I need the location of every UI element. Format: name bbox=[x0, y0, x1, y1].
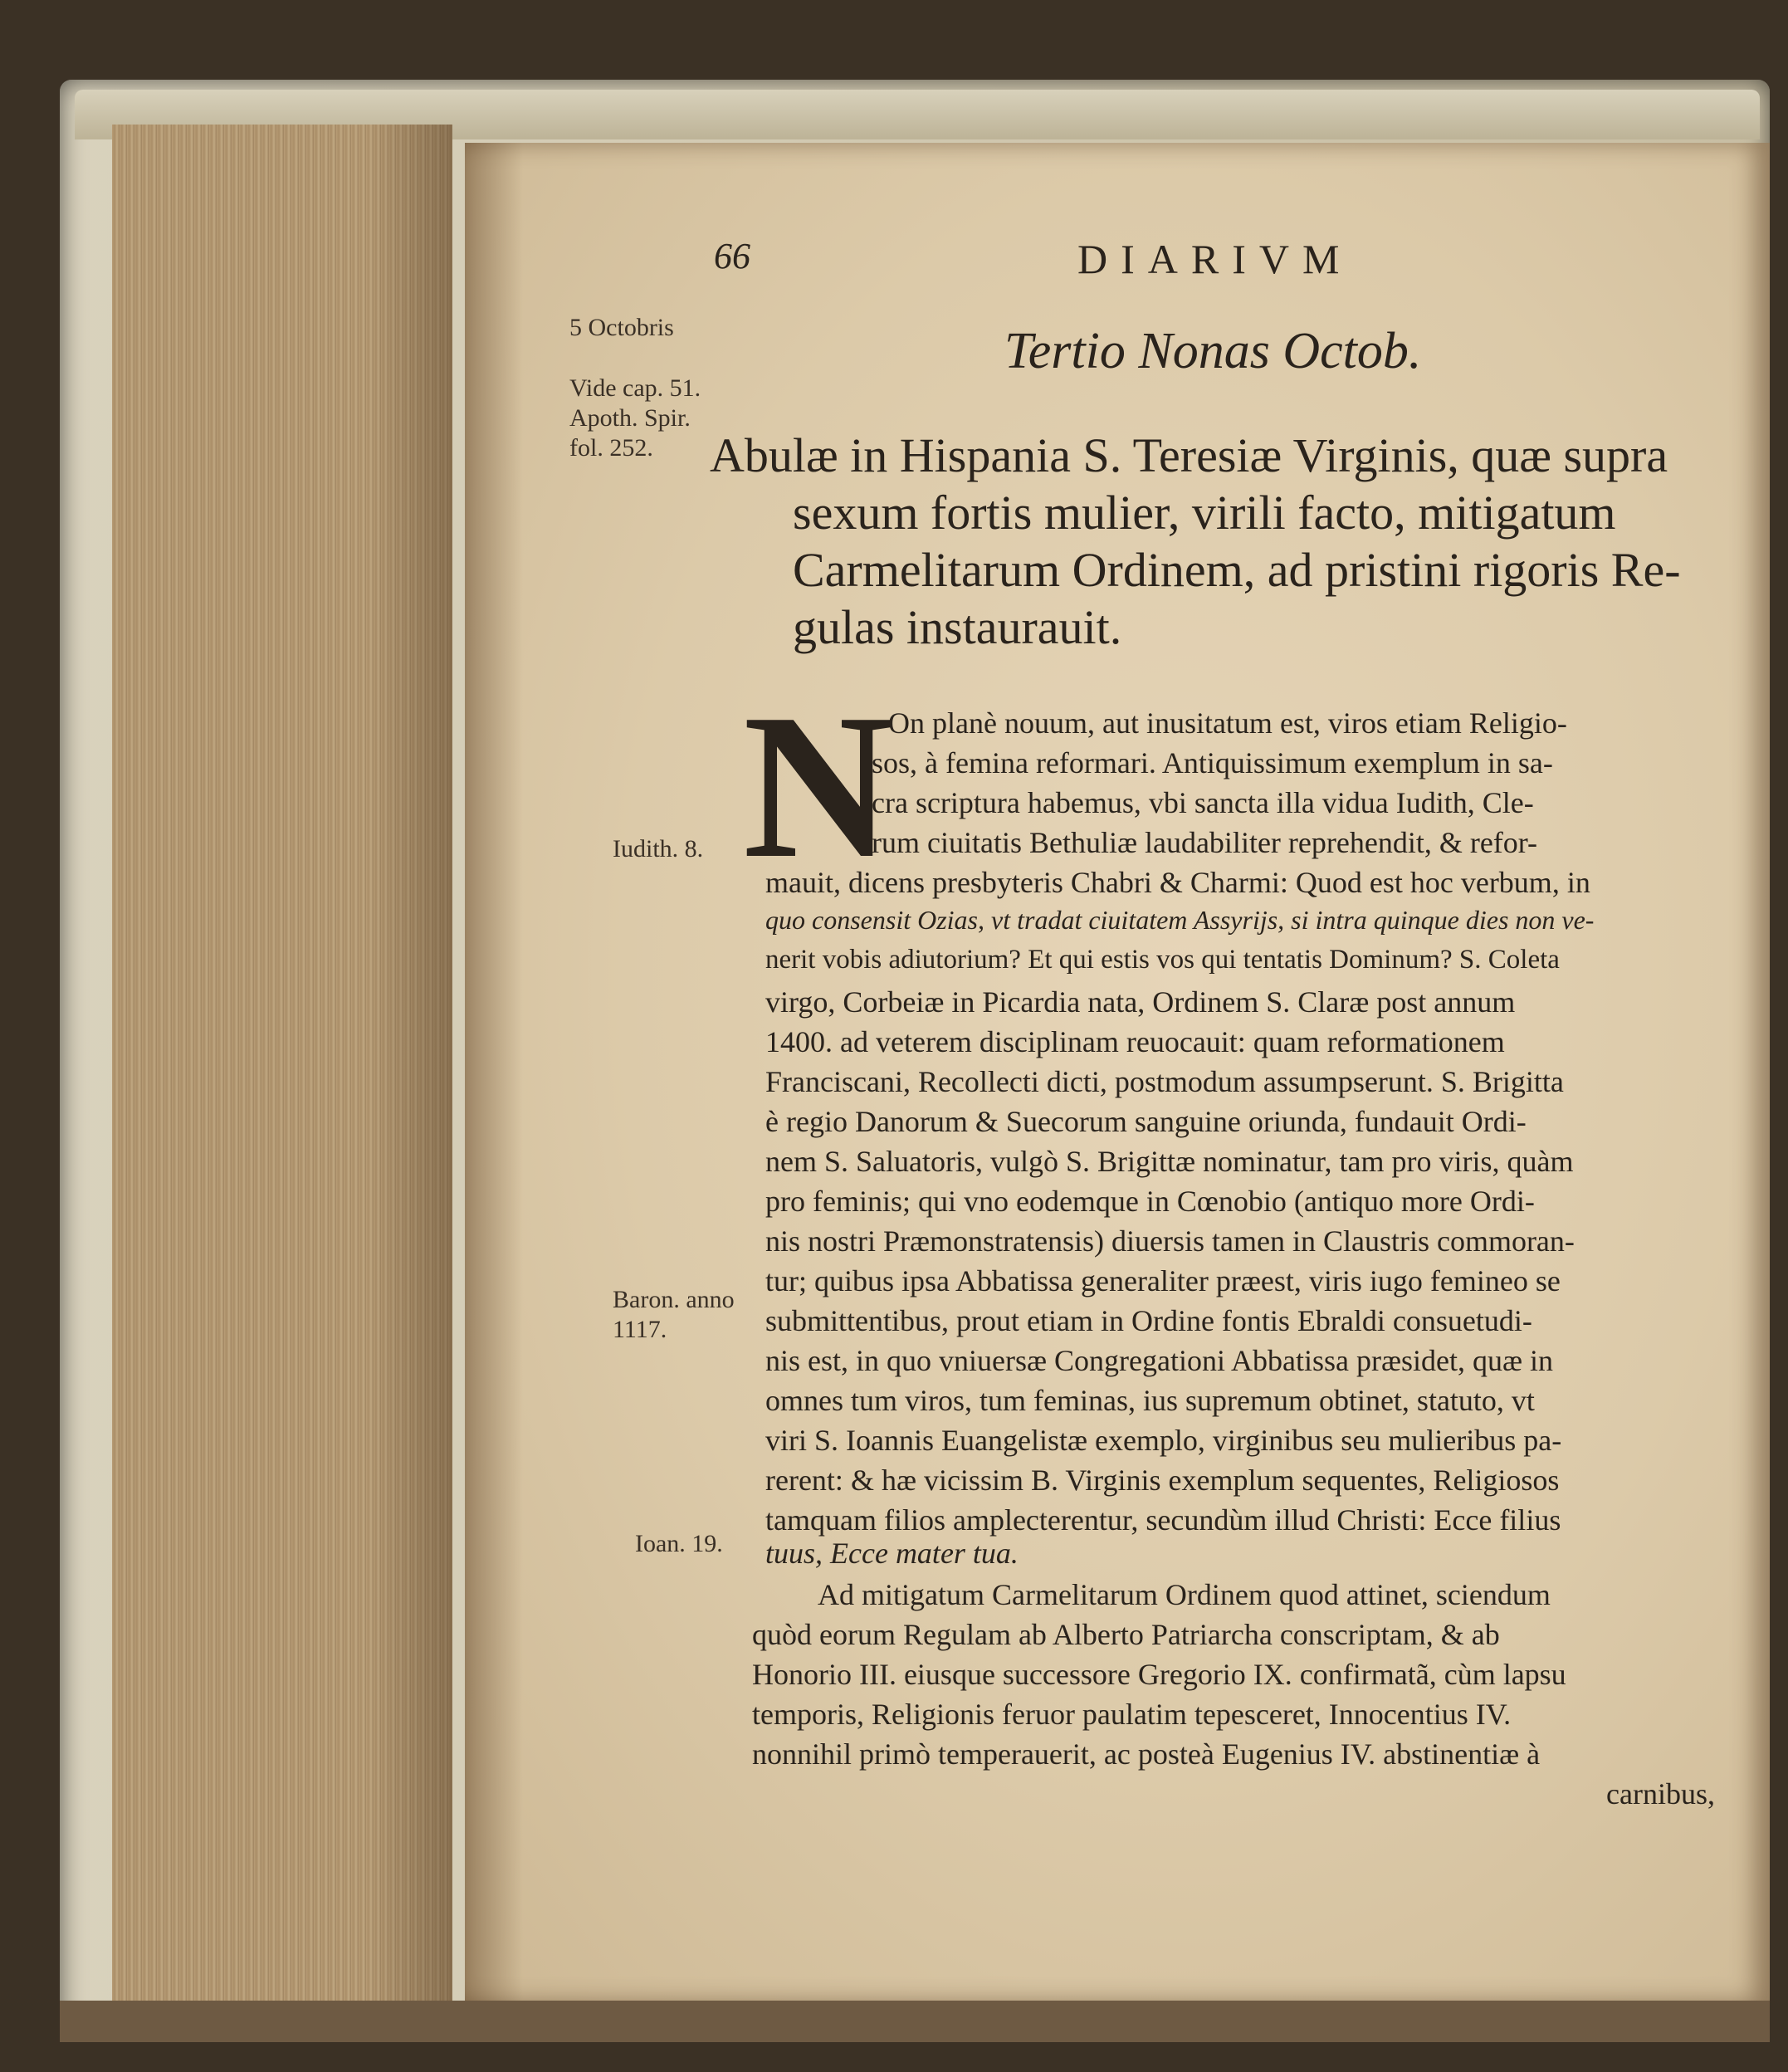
margin-note-baron: Baron. anno 1117. bbox=[613, 1286, 735, 1343]
body-line: nerit vobis adiutorium? Et qui estis vos qui tentatis Dominum? S. Coleta bbox=[765, 945, 1560, 975]
rubric: Tertio Nonas Octob. bbox=[1004, 323, 1422, 379]
body-line: virgo, Corbeiæ in Picardia nata, Ordinem S. Claræ post annum bbox=[765, 985, 1516, 1019]
body2-line: temporis, Religionis feruor paulatim tepesceret, Innocentius IV. bbox=[752, 1698, 1512, 1731]
body-line: nem S. Saluatoris, vulgò S. Brigittæ nominatur, tam pro viris, quàm bbox=[765, 1145, 1574, 1178]
body2-line: quòd eorum Regulam ab Alberto Patriarcha conscriptam, & ab bbox=[752, 1618, 1500, 1651]
margin-note-vide: Vide cap. 51. Apoth. Spir. fol. 252. bbox=[569, 374, 701, 462]
body-line: omnes tum viros, tum feminas, ius supremum obtinet, statuto, vt bbox=[765, 1384, 1535, 1417]
body-line: rum ciuitatis Bethuliæ laudabiliter reprehendit, & refor- bbox=[872, 826, 1538, 859]
body-line: tur; quibus ipsa Abbatissa generaliter præest, viris iugo femineo se bbox=[765, 1264, 1561, 1297]
body-line: viri S. Ioannis Euangelistæ exemplo, virginibus seu mulieribus pa- bbox=[765, 1424, 1562, 1457]
body2-line: Honorio III. eiusque successore Gregorio IX. confirmatã, cùm lapsu bbox=[752, 1658, 1566, 1691]
book-bottom bbox=[60, 2001, 1770, 2042]
margin-note-ioan: Ioan. 19. bbox=[635, 1530, 723, 1557]
heading-line: Carmelitarum Ordinem, ad pristini rigoris Re- bbox=[793, 543, 1681, 597]
running-title: DIARIVM bbox=[1077, 236, 1353, 282]
body2-line: Ad mitigatum Carmelitarum Ordinem quod attinet, sciendum bbox=[818, 1578, 1551, 1611]
body-line: è regio Danorum & Suecorum sanguine oriunda, fundauit Ordi- bbox=[765, 1105, 1527, 1138]
body-line: sos, à femina reformari. Antiquissimum exemplum in sa- bbox=[872, 746, 1553, 779]
body-line: pro feminis; qui vno eodemque in Cœnobio (antiquo more Ordi- bbox=[765, 1185, 1535, 1218]
body-line: On planè nouum, aut inusitatum est, viros etiam Religio- bbox=[888, 706, 1567, 740]
body-line: cra scriptura habemus, vbi sancta illa vidua Iudith, Cle- bbox=[872, 786, 1534, 819]
gutter-shadow bbox=[465, 143, 523, 2002]
body-line: nis est, in quo vniuersæ Congregationi Abbatissa præsidet, quæ in bbox=[765, 1344, 1553, 1377]
body-line: submittentibus, prout etiam in Ordine fontis Ebraldi consuetudi- bbox=[765, 1304, 1532, 1337]
body-line: quo consensit Ozias, vt tradat ciuitatem Assyrijs, si intra quinque dies non ve- bbox=[765, 905, 1595, 935]
body-line: nis nostri Præmonstratensis) diuersis tamen in Claustris commoran- bbox=[765, 1224, 1575, 1258]
body-line: 1400. ad veterem disciplinam reuocauit: quam reformationem bbox=[765, 1025, 1505, 1058]
body-line: rerent: & hæ vicissim B. Virginis exemplum sequentes, Religiosos bbox=[765, 1464, 1560, 1497]
page-number: 66 bbox=[714, 236, 750, 276]
margin-note-date: 5 Octobris bbox=[569, 314, 674, 341]
body-line: mauit, dicens presbyteris Chabri & Charmi: Quod est hoc verbum, in bbox=[765, 866, 1590, 899]
heading-line: sexum fortis mulier, virili facto, mitigatum bbox=[793, 486, 1616, 540]
body-line: tamquam filios amplecterentur, secundùm illud Christi: Ecce filius bbox=[765, 1503, 1561, 1537]
body-line: tuus, Ecce mater tua. bbox=[765, 1537, 1019, 1570]
page-edges bbox=[112, 125, 452, 2001]
heading-line: Abulæ in Hispania S. Teresiæ Virginis, quæ supra bbox=[710, 428, 1668, 482]
catchword: carnibus, bbox=[1606, 1777, 1715, 1811]
drop-cap: N bbox=[743, 672, 893, 902]
body-line: Franciscani, Recollecti dicti, postmodum assumpserunt. S. Brigitta bbox=[765, 1065, 1564, 1098]
heading-line: gulas instaurauit. bbox=[793, 600, 1122, 654]
margin-note-judith: Iudith. 8. bbox=[613, 835, 704, 863]
body2-line: nonnihil primò temperauerit, ac posteà Eugenius IV. abstinentiæ à bbox=[752, 1737, 1541, 1771]
